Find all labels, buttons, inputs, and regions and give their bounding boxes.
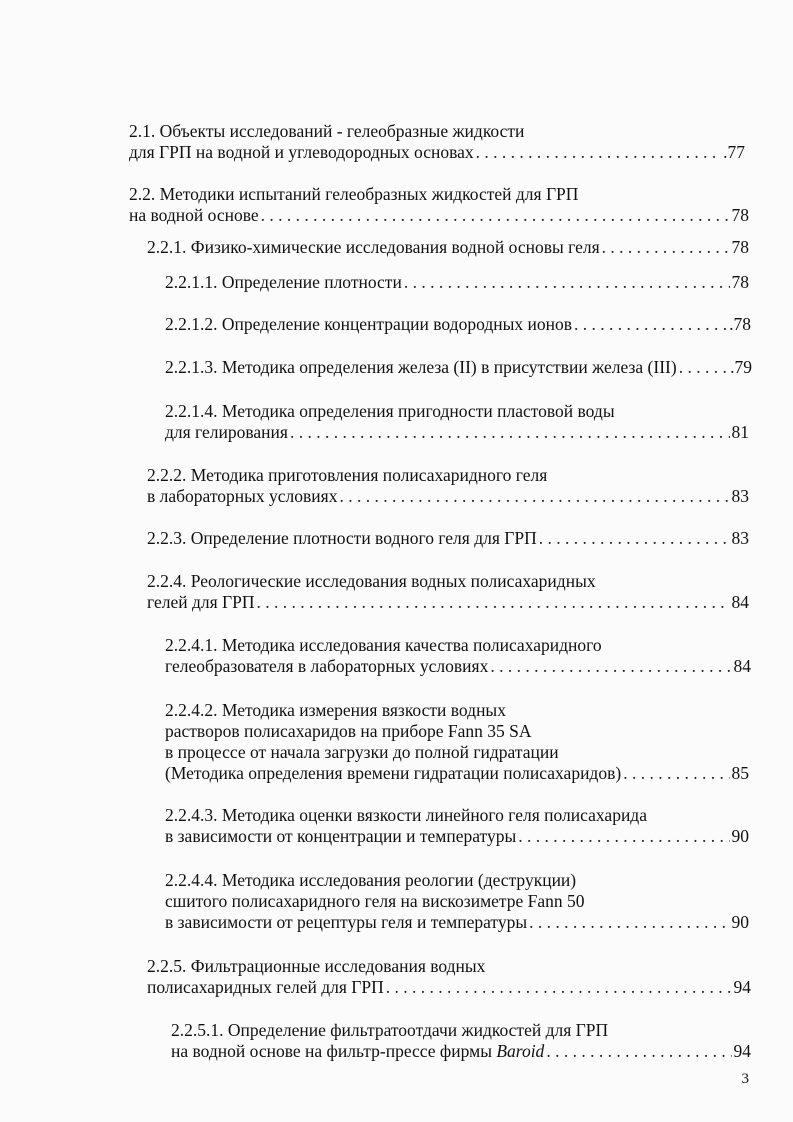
toc-line: 2.2.4.2. Методика измерения вязкости водных — [165, 700, 506, 720]
toc-leader-line — [129, 205, 749, 226]
toc-line: сшитого полисахаридного геля на вискозиметре Fann 50 — [165, 891, 585, 911]
toc-entry-2-2-3 — [147, 528, 749, 549]
toc-line-text: на водной основе на фильтр-прессе фирмы — [171, 1041, 492, 1061]
toc-leader-line — [129, 142, 745, 163]
toc-line: растворов полисахаридов на приборе Fann 35 SA — [165, 721, 532, 741]
leader-dots — [574, 314, 727, 335]
toc-leader-line — [165, 912, 749, 933]
toc-leader-line — [165, 763, 749, 784]
leader-dots — [518, 826, 729, 847]
toc-line: 2.2.1.4. Методика определения пригодности пластовой воды — [165, 401, 615, 421]
toc-line: в лабораторных условиях — [147, 486, 338, 506]
leader-dots — [602, 237, 730, 258]
leader-dots — [679, 357, 728, 378]
toc-line: 2.2.5.1. Определение фильтратоотдачи жидкостей для ГРП — [171, 1020, 609, 1040]
page-ref: 84 — [731, 592, 749, 612]
toc-leader-line — [165, 272, 749, 293]
toc-line: для гелирования — [165, 422, 288, 442]
company-name: Baroid — [496, 1041, 545, 1061]
page-ref: 90 — [731, 826, 749, 846]
toc-line: 2.2.1. Физико-химические исследования водной основы геля — [147, 237, 600, 257]
toc-line: в зависимости от концентрации и температуры — [165, 826, 517, 846]
leader-dots — [529, 912, 729, 933]
toc-leader-line — [147, 528, 749, 549]
page-ref: 78 — [731, 237, 749, 257]
toc-entry-2-2-1-2 — [165, 314, 751, 335]
toc-leader-line — [147, 592, 749, 613]
toc-line: 2.2. Методики испытаний гелеобразных жидкостей для ГРП — [129, 184, 579, 204]
toc-entry-2-2-5 — [147, 956, 751, 998]
toc-line: 2.2.1.2. Определение концентрации водородных ионов — [165, 314, 572, 334]
toc-line: 2.2.1.3. Методика определения железа (II) в присутствии железа (III) — [165, 357, 677, 377]
toc-line — [171, 1041, 544, 1062]
toc-line: гелей для ГРП — [147, 592, 255, 612]
toc-line: 2.2.4.4. Методика исследования реологии (деструкции) — [165, 870, 577, 890]
toc-entry-2-2-4-3 — [165, 805, 749, 847]
page-ref: 84 — [733, 656, 751, 676]
page-ref: 81 — [731, 422, 749, 442]
toc-line: 2.2.3. Определение плотности водного геля для ГРП — [147, 528, 537, 548]
leader-dots — [546, 1041, 731, 1062]
page-ref: 94 — [733, 1041, 751, 1061]
toc-leader-line — [147, 486, 749, 507]
toc-entry-2-2-2 — [147, 465, 749, 507]
page-ref: 83 — [731, 486, 749, 506]
toc-entry-2-2-1 — [147, 237, 749, 258]
page-ref: 90 — [731, 912, 749, 932]
toc-line: 2.2.4. Реологические исследования водных полисахаридных — [147, 571, 596, 591]
toc-entry-2-2 — [129, 184, 749, 226]
toc-line: полисахаридных гелей для ГРП — [147, 977, 384, 997]
toc-leader-line — [171, 1041, 751, 1062]
toc-line: 2.2.1.1. Определение плотности — [165, 272, 402, 292]
toc-entry-2-2-4-4 — [165, 870, 749, 933]
toc-entry-2-2-1-1 — [165, 272, 749, 293]
toc-line: для ГРП на водной и углеводородных основах — [129, 142, 474, 162]
toc-entry-2-2-4 — [147, 571, 749, 613]
leader-dots — [290, 422, 730, 443]
page-ref: .78 — [729, 314, 751, 334]
page-number: 3 — [741, 1071, 749, 1087]
toc-entry-2-2-4-1 — [165, 635, 751, 677]
toc-entry-2-2-1-3 — [165, 357, 752, 378]
toc-leader-line — [165, 357, 752, 378]
toc-leader-line — [165, 656, 751, 677]
leader-dots — [257, 592, 730, 613]
toc-line: (Методика определения времени гидратации полисахаридов) — [165, 763, 622, 783]
page-ref: 78 — [731, 272, 749, 292]
toc-leader-line — [165, 422, 749, 443]
toc-leader-line — [165, 314, 751, 335]
toc-line: в зависимости от рецептуры геля и температуры — [165, 912, 528, 932]
toc-leader-line — [147, 237, 749, 258]
toc-leader-line — [165, 826, 749, 847]
toc-line: в процессе от начала загрузки до полной гидратации — [165, 742, 559, 762]
toc-entry-2-2-5-1 — [171, 1020, 751, 1062]
page-ref: .79 — [730, 357, 752, 377]
page-ref: .77 — [723, 142, 745, 162]
toc-line: 2.2.2. Методика приготовления полисахаридного геля — [147, 465, 548, 485]
toc-line: 2.1. Объекты исследований - гелеобразные жидкости — [129, 121, 525, 141]
toc-entry-2-2-1-4 — [165, 401, 749, 443]
toc-leader-line — [147, 977, 751, 998]
toc-line: на водной основе — [129, 205, 259, 225]
toc-line: 2.2.4.3. Методика оценки вязкости линейного геля полисахарида — [165, 805, 647, 825]
page-ref: 83 — [731, 528, 749, 548]
leader-dots — [261, 205, 730, 226]
toc-line: 2.2.4.1. Методика исследования качества полисахаридного — [165, 635, 602, 655]
leader-dots — [539, 528, 730, 549]
leader-dots — [490, 656, 731, 677]
toc-entry-2-1 — [129, 121, 745, 163]
toc-line: гелеобразователя в лабораторных условиях — [165, 656, 489, 676]
leader-dots — [623, 763, 729, 784]
page-ref: 94 — [733, 977, 751, 997]
leader-dots — [339, 486, 729, 507]
page-ref: 78 — [731, 205, 749, 225]
toc-entry-2-2-4-2 — [165, 700, 749, 784]
leader-dots — [476, 142, 721, 163]
leader-dots — [386, 977, 732, 998]
toc-line: 2.2.5. Фильтрационные исследования водных — [147, 956, 486, 976]
leader-dots — [404, 272, 730, 293]
page-ref: 85 — [731, 763, 749, 783]
